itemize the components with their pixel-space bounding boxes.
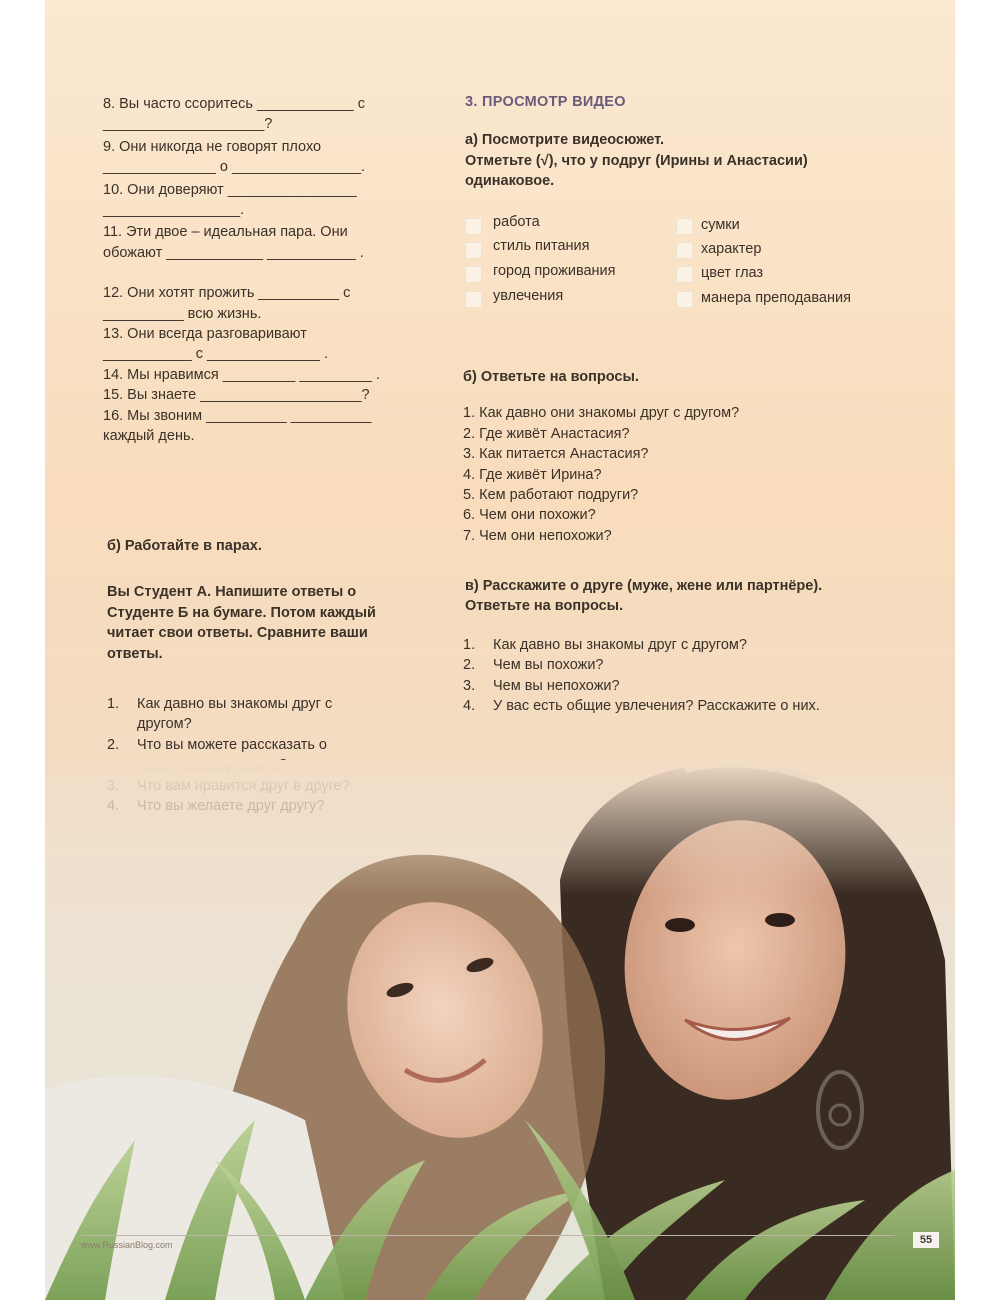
task-v-heading: Ответьте на вопросы. bbox=[465, 598, 624, 615]
task-v-list bbox=[463, 635, 820, 717]
exercise-line: 13. Они всегда разговаривают bbox=[103, 326, 307, 343]
exercise-line: 12. Они хотят прожить __________ с bbox=[103, 285, 351, 302]
list-item bbox=[463, 635, 820, 655]
exercise-line: 15. Вы знаете ____________________? bbox=[103, 387, 370, 404]
checkbox[interactable] bbox=[465, 266, 482, 283]
checkbox-label: увлечения bbox=[493, 288, 564, 304]
checkbox[interactable] bbox=[676, 291, 693, 308]
exercise-line: 9. Они никогда не говорят плохо bbox=[103, 138, 322, 155]
checkbox-label: цвет глаз bbox=[701, 265, 764, 281]
list-number: 1. bbox=[107, 696, 120, 712]
footer-url: www.RussianBlog.com bbox=[81, 1240, 173, 1250]
exercise-line: 14. Мы нравимся _________ _________ . bbox=[103, 366, 380, 383]
list-number: 4. bbox=[463, 698, 476, 715]
list-text: другом? bbox=[137, 716, 192, 733]
question-line: 6. Чем они похожи? bbox=[463, 507, 596, 524]
page-number: 55 bbox=[913, 1232, 939, 1248]
task-b-heading: б) Ответьте на вопросы. bbox=[463, 369, 639, 385]
pair-work-block bbox=[107, 536, 376, 664]
instruction-line: Вы Студент А. Напишите ответы о bbox=[107, 584, 357, 601]
list-number: 2. bbox=[107, 736, 120, 753]
question-line: 4. Где живёт Ирина? bbox=[463, 466, 602, 483]
footer-divider bbox=[81, 1235, 895, 1236]
exercise-line: ___________ с ______________ . bbox=[103, 346, 328, 363]
list-item bbox=[463, 676, 820, 696]
video-section-header bbox=[465, 92, 808, 192]
checkbox-label: стиль питания bbox=[493, 238, 590, 254]
checkbox[interactable] bbox=[465, 242, 482, 259]
fill-in-exercise bbox=[103, 94, 380, 447]
question-line: 1. Как давно они знакомы друг с другом? bbox=[463, 405, 740, 422]
instruction-line: читает свои ответы. Сравните ваши bbox=[107, 625, 368, 642]
checkbox-label: город проживания bbox=[493, 263, 616, 279]
exercise-line: ______________ о ________________. bbox=[103, 159, 366, 176]
list-number: 3. bbox=[463, 677, 476, 694]
checkbox-label: манера преподавания bbox=[701, 290, 851, 306]
checkbox[interactable] bbox=[676, 242, 693, 259]
task-a-heading: а) Посмотрите видеосюжет. bbox=[465, 132, 665, 149]
task-b-block bbox=[463, 367, 739, 546]
exercise-line: __________ всю жизнь. bbox=[103, 305, 262, 322]
workbook-page bbox=[45, 0, 955, 1300]
question-line: 3. Как питается Анастасия? bbox=[463, 446, 649, 463]
list-text: Как давно вы знакомы друг с другом? bbox=[493, 637, 747, 653]
checkbox[interactable] bbox=[676, 218, 693, 235]
exercise-line: каждый день. bbox=[103, 428, 195, 445]
checkbox[interactable] bbox=[676, 266, 693, 283]
pair-work-heading: б) Работайте в парах. bbox=[107, 538, 262, 554]
friends-selfie-photo bbox=[45, 760, 955, 1300]
task-v-block bbox=[465, 576, 822, 617]
checkbox-label: сумки bbox=[701, 217, 740, 233]
exercise-line: 11. Эти двое – идеальная пара. Они bbox=[103, 224, 348, 241]
instruction-line: ответы. bbox=[107, 645, 163, 662]
list-number: 1. bbox=[463, 637, 476, 653]
exercise-line: обожают ____________ ___________ . bbox=[103, 244, 364, 261]
question-line: 5. Кем работают подруги? bbox=[463, 487, 639, 504]
exercise-line: 8. Вы часто ссоритесь ____________ с bbox=[103, 96, 365, 112]
checkbox-label: характер bbox=[701, 241, 762, 257]
list-item bbox=[107, 694, 350, 735]
checkbox[interactable] bbox=[465, 291, 482, 308]
list-text: Что вы можете рассказать о bbox=[137, 736, 327, 753]
exercise-line: ____________________? bbox=[103, 116, 273, 133]
list-text: Чем вы непохожи? bbox=[493, 677, 620, 694]
section-title: 3. ПРОСМОТР ВИДЕО bbox=[465, 94, 626, 110]
exercise-line: 10. Они доверяют ________________ bbox=[103, 181, 357, 198]
list-number: 2. bbox=[463, 657, 476, 674]
exercise-line: _________________. bbox=[103, 202, 245, 219]
list-item bbox=[463, 655, 820, 675]
task-v-heading: в) Расскажите о друге (муже, жене или партнёре). bbox=[465, 578, 823, 594]
task-a-heading: Отметьте (√), что у подруг (Ирины и Анастасии) bbox=[465, 152, 808, 169]
list-item bbox=[463, 696, 820, 716]
checkbox-label: работа bbox=[493, 214, 540, 230]
instruction-line: Студенте Б на бумаге. Потом каждый bbox=[107, 604, 376, 621]
checkbox[interactable] bbox=[465, 218, 482, 235]
list-text: У вас есть общие увлечения? Расскажите о них. bbox=[493, 698, 820, 715]
task-a-heading: одинаковое. bbox=[465, 173, 555, 190]
question-line: 2. Где живёт Анастасия? bbox=[463, 425, 630, 442]
list-text: Как давно вы знакомы друг с bbox=[137, 696, 333, 712]
list-text: Чем вы похожи? bbox=[493, 657, 604, 674]
question-line: 7. Чем они непохожи? bbox=[463, 527, 612, 544]
exercise-line: 16. Мы звоним __________ __________ bbox=[103, 407, 372, 424]
